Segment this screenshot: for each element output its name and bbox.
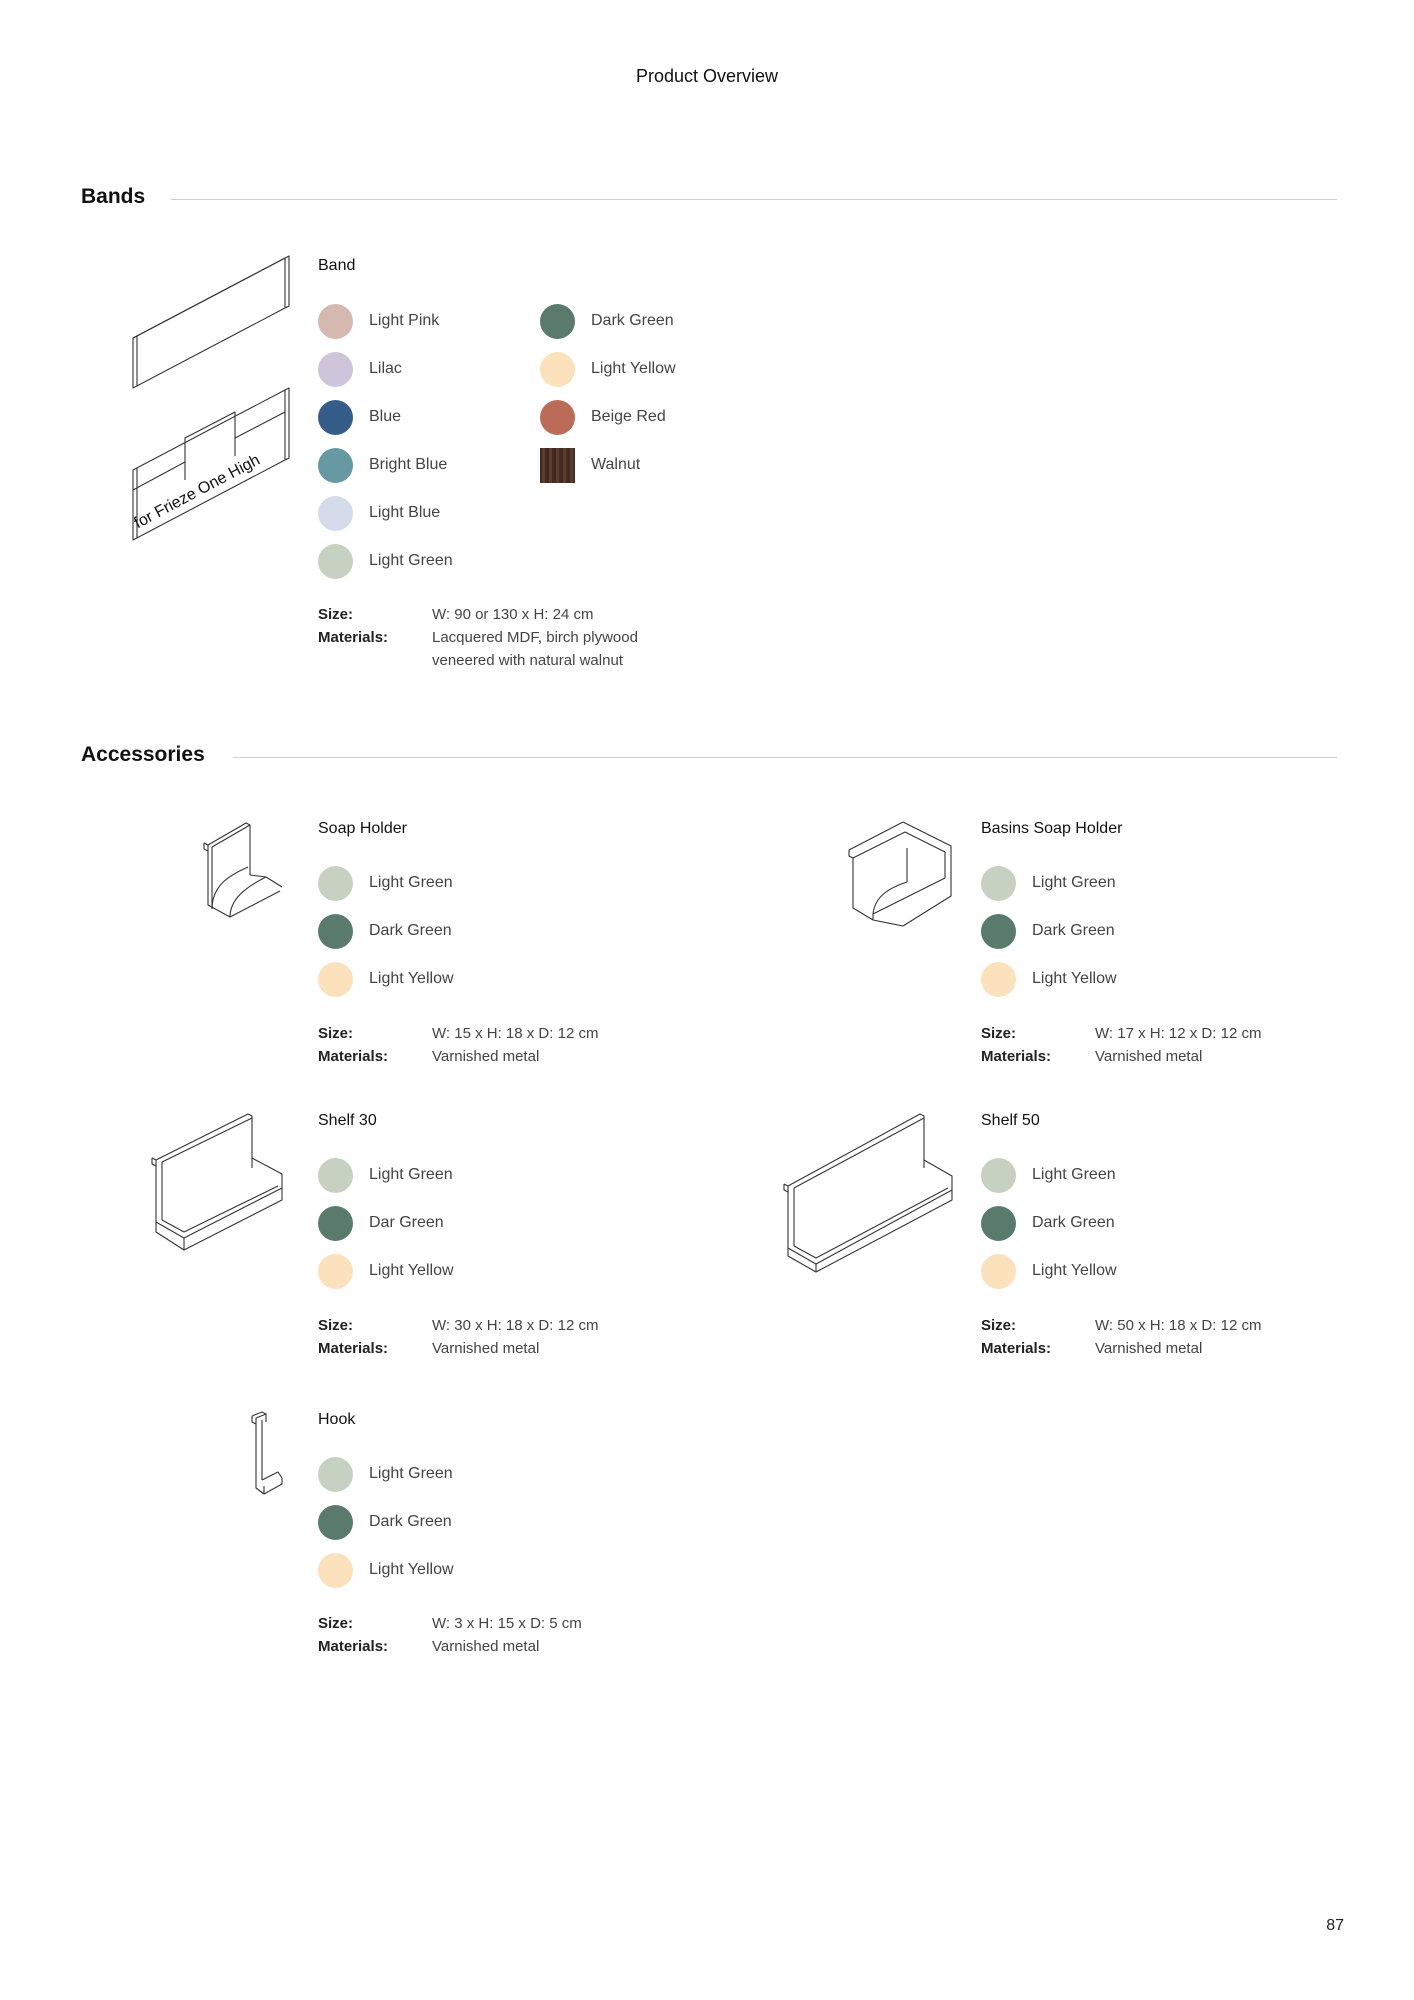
color-swatch [318, 496, 353, 531]
color-swatch [318, 1158, 353, 1193]
color-option [540, 447, 676, 483]
size-label: Size: [981, 1025, 1017, 1042]
color-label: Dark Green [1032, 922, 1115, 939]
page-title: Product Overview [635, 66, 779, 86]
band-illustration-caption: for Frieze One High [131, 451, 263, 533]
color-label: Beige Red [591, 408, 666, 425]
shelf-30-title: Shelf 30 [318, 1112, 377, 1129]
color-swatch [981, 1206, 1016, 1241]
color-label: Light Green [369, 1465, 453, 1482]
color-option [318, 1205, 454, 1241]
color-label: Light Yellow [369, 1561, 454, 1578]
basins-soap-holder-specs [981, 1022, 1355, 1068]
materials-label: Materials: [318, 1340, 389, 1357]
shelf-50-illustration [782, 1108, 957, 1268]
soap-holder-illustration [200, 815, 290, 925]
color-label: Dark Green [1032, 1214, 1115, 1231]
size-value: W: 3 x H: 15 x D: 5 cm [432, 1615, 582, 1632]
shelf-50-title: Shelf 50 [981, 1112, 1040, 1129]
color-option [318, 1456, 454, 1492]
color-label: Light Green [1032, 874, 1116, 891]
color-option [318, 399, 453, 435]
color-option [981, 961, 1117, 997]
color-label: Dark Green [369, 922, 452, 939]
color-swatch [318, 304, 353, 339]
color-option [318, 495, 453, 531]
color-option [318, 1552, 454, 1588]
color-option [540, 399, 676, 435]
walnut-texture-swatch [540, 448, 575, 483]
materials-label: Materials: [318, 629, 389, 646]
soap-holder-colors [318, 865, 454, 997]
color-label: Walnut [591, 456, 641, 473]
color-option [540, 303, 676, 339]
color-swatch [981, 914, 1016, 949]
size-value: W: 50 x H: 18 x D: 12 cm [1095, 1317, 1262, 1334]
band-colors-right [540, 303, 676, 483]
color-label: Light Yellow [1032, 970, 1117, 987]
color-swatch [318, 962, 353, 997]
color-option [981, 1205, 1117, 1241]
materials-value: Varnished metal [432, 1638, 540, 1655]
hook-colors [318, 1456, 454, 1588]
color-option [318, 961, 454, 997]
band-colors-left [318, 303, 453, 579]
color-swatch [540, 400, 575, 435]
size-value: W: 30 x H: 18 x D: 12 cm [432, 1317, 599, 1334]
size-label: Size: [318, 1317, 354, 1334]
color-option [318, 865, 454, 901]
color-label: Light Blue [369, 504, 441, 521]
color-option [981, 1253, 1117, 1289]
hook-illustration [248, 1408, 288, 1498]
color-label: Light Green [369, 874, 453, 891]
color-label: Lilac [369, 360, 402, 377]
color-label: Light Yellow [1032, 1262, 1117, 1279]
basins-soap-holder-title: Basins Soap Holder [981, 820, 1123, 837]
color-option [981, 865, 1117, 901]
materials-value: Varnished metal [432, 1340, 540, 1357]
section-heading-accessories: Accessories [81, 743, 205, 766]
materials-value: Lacquered MDF, birch plywood veneered with natural walnut [432, 629, 638, 669]
shelf-50-specs [981, 1314, 1355, 1360]
color-swatch [981, 1158, 1016, 1193]
color-label: Dark Green [591, 312, 674, 329]
soap-holder-specs [318, 1022, 692, 1068]
color-swatch [318, 1505, 353, 1540]
color-swatch [981, 1254, 1016, 1289]
color-swatch [318, 1206, 353, 1241]
color-label: Light Green [369, 1166, 453, 1183]
color-label: Bright Blue [369, 456, 448, 473]
color-swatch [318, 1457, 353, 1492]
color-option [540, 351, 676, 387]
materials-value: Varnished metal [432, 1048, 540, 1065]
color-option [318, 303, 453, 339]
color-swatch [318, 400, 353, 435]
color-label: Dark Green [369, 1513, 452, 1530]
color-swatch [318, 448, 353, 483]
materials-label: Materials: [318, 1048, 389, 1065]
color-label: Light Yellow [369, 970, 454, 987]
color-swatch [540, 352, 575, 387]
size-label: Size: [318, 1025, 354, 1042]
materials-label: Materials: [318, 1638, 389, 1655]
color-option [318, 1504, 454, 1540]
band-title: Band [318, 257, 356, 274]
shelf-30-colors [318, 1157, 454, 1289]
color-swatch [318, 914, 353, 949]
materials-value: Varnished metal [1095, 1048, 1203, 1065]
color-swatch [318, 352, 353, 387]
shelf-30-specs [318, 1314, 692, 1360]
color-label: Light Pink [369, 312, 440, 329]
size-value: W: 90 or 130 x H: 24 cm [432, 606, 594, 623]
color-swatch [981, 962, 1016, 997]
color-label: Light Yellow [369, 1262, 454, 1279]
basins-soap-holder-illustration [845, 818, 955, 938]
color-option [318, 543, 453, 579]
color-swatch [318, 1553, 353, 1588]
size-value: W: 15 x H: 18 x D: 12 cm [432, 1025, 599, 1042]
materials-label: Materials: [981, 1048, 1052, 1065]
color-label: Light Green [369, 552, 453, 569]
color-option [981, 913, 1117, 949]
color-option [318, 913, 454, 949]
color-option [981, 1157, 1117, 1193]
hook-title: Hook [318, 1411, 356, 1428]
band-specs [318, 603, 692, 672]
color-label: Blue [369, 408, 402, 425]
section-heading-bands: Bands [81, 185, 146, 208]
section-divider-accessories [233, 757, 1337, 758]
materials-label: Materials: [981, 1340, 1052, 1357]
size-label: Size: [981, 1317, 1017, 1334]
color-option [318, 447, 453, 483]
color-swatch [318, 1254, 353, 1289]
color-label: Dar Green [369, 1214, 444, 1231]
page-number: 87 [1326, 1917, 1344, 1934]
color-option [318, 1157, 454, 1193]
color-option [318, 1253, 454, 1289]
shelf-50-colors [981, 1157, 1117, 1289]
basins-soap-holder-colors [981, 865, 1117, 997]
hook-specs [318, 1612, 692, 1658]
soap-holder-title: Soap Holder [318, 820, 407, 837]
size-label: Size: [318, 1615, 354, 1632]
color-swatch [318, 866, 353, 901]
section-divider-bands [171, 199, 1337, 200]
color-swatch [318, 544, 353, 579]
color-label: Light Yellow [591, 360, 676, 377]
color-option [318, 351, 453, 387]
color-swatch [981, 866, 1016, 901]
size-value: W: 17 x H: 12 x D: 12 cm [1095, 1025, 1262, 1042]
materials-value: Varnished metal [1095, 1340, 1203, 1357]
color-label: Light Green [1032, 1166, 1116, 1183]
color-swatch [540, 304, 575, 339]
shelf-30-illustration [150, 1108, 290, 1253]
size-label: Size: [318, 606, 354, 623]
